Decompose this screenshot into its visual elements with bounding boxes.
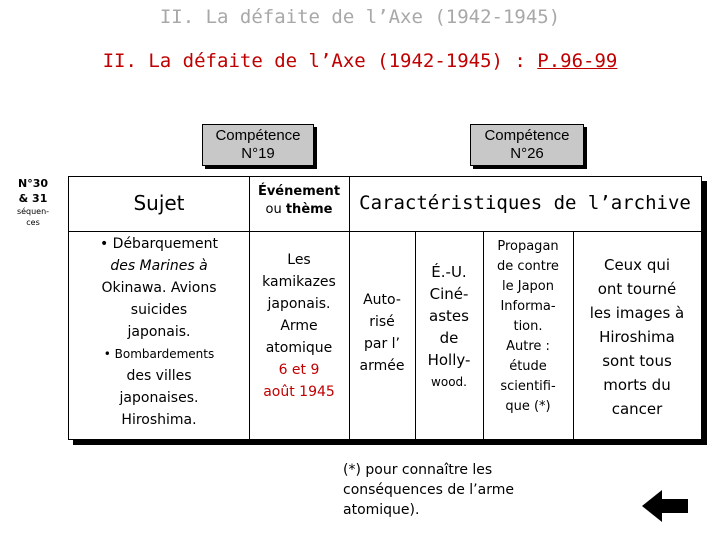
description-line: Hiroshima	[599, 328, 675, 346]
header-sujet: Sujet	[133, 191, 185, 215]
evenement-line: atomique	[265, 340, 333, 356]
footnote-line: (*) pour connaître les	[343, 462, 493, 478]
header-divider	[69, 231, 701, 232]
competence-19-badge	[202, 124, 314, 166]
source-line: de	[439, 329, 459, 347]
evenement-line: Arme	[280, 318, 318, 334]
sujet-line: des Marines à	[110, 258, 208, 274]
description-line: cancer	[611, 400, 663, 418]
sujet-line: japonais.	[127, 324, 191, 340]
nature-line: Autre :	[506, 339, 550, 354]
sujet-line: Okinawa. Avions	[101, 280, 217, 296]
nature-line: étude	[509, 359, 547, 374]
ghost-title: II. La défaite de l’Axe (1942-1945)	[159, 6, 561, 28]
page-title-text: II. La défaite de l’Axe (1942-1945) :	[102, 50, 538, 72]
source-line: Holly-	[427, 351, 471, 369]
sequence-ref-top: N°30	[17, 177, 48, 190]
competence-26-badge	[470, 124, 584, 166]
description-line: les images à	[589, 304, 685, 322]
sequence-ref-bottom: & 31	[18, 192, 48, 205]
auteur-line: risé	[369, 314, 395, 330]
sequence-caption-2: ces	[26, 218, 40, 227]
sujet-line: suicides	[130, 302, 188, 318]
source-line: wood.	[431, 375, 467, 389]
nature-line: que (*)	[505, 399, 551, 414]
page-title	[0, 50, 720, 72]
sujet-line: • Bombardements	[103, 347, 215, 361]
header-caracteristiques: Caractéristiques de l’archive	[359, 192, 691, 214]
header-evenement	[249, 183, 349, 219]
auteur-cell	[349, 289, 415, 377]
archive-table	[68, 176, 702, 440]
source-line: É.-U.	[431, 263, 467, 281]
description-line: Ceux qui	[603, 256, 671, 274]
sujet-cell	[69, 233, 249, 431]
competence-number: N°26	[510, 145, 544, 162]
header-theme: thème	[285, 202, 333, 217]
auteur-line: par l’	[363, 336, 400, 352]
evenement-cell	[249, 249, 349, 403]
sequence-reference	[0, 176, 66, 228]
auteur-line: armée	[359, 358, 405, 374]
footnote-line: conséquences de l’arme	[343, 482, 514, 498]
source-line: astes	[429, 307, 469, 325]
nature-cell	[483, 237, 573, 417]
page-reference-link[interactable]: P.96-99	[537, 50, 618, 72]
evenement-line: japonais.	[267, 296, 331, 312]
nature-line: le Japon	[502, 279, 554, 294]
evenement-line: Les	[287, 252, 311, 268]
arrow-left-icon	[640, 488, 690, 524]
source-cell	[415, 261, 483, 393]
description-cell	[573, 253, 701, 421]
nature-line: Propagan	[497, 239, 559, 254]
sequence-caption: séquen-	[16, 207, 50, 216]
description-line: sont tous	[602, 352, 672, 370]
nature-line: de contre	[497, 259, 559, 274]
competence-label: Compétence	[484, 127, 570, 144]
nature-line: Informa-	[500, 299, 556, 314]
nature-line: tion.	[513, 319, 543, 334]
evenement-line: 6 et 9	[278, 362, 320, 378]
back-button[interactable]	[640, 488, 690, 524]
header-evenement-label: Événement	[257, 184, 341, 199]
sujet-line: • Débarquement	[99, 236, 219, 252]
source-line: Ciné-	[429, 285, 469, 303]
competence-number: N°19	[241, 145, 275, 162]
footnote-line: atomique).	[343, 502, 420, 518]
auteur-line: Auto-	[363, 292, 401, 308]
evenement-line: août 1945	[263, 384, 335, 400]
sujet-line: des villes	[126, 368, 192, 384]
competence-label: Compétence	[215, 127, 301, 144]
description-line: morts du	[603, 376, 671, 394]
header-ou: ou	[265, 202, 282, 217]
nature-line: scientifi-	[500, 379, 556, 394]
evenement-line: kamikazes	[262, 274, 336, 290]
description-line: ont tourné	[597, 280, 677, 298]
footnote	[343, 460, 573, 520]
sujet-line: Hiroshima.	[121, 412, 197, 428]
sujet-line: japonaises.	[119, 390, 199, 406]
